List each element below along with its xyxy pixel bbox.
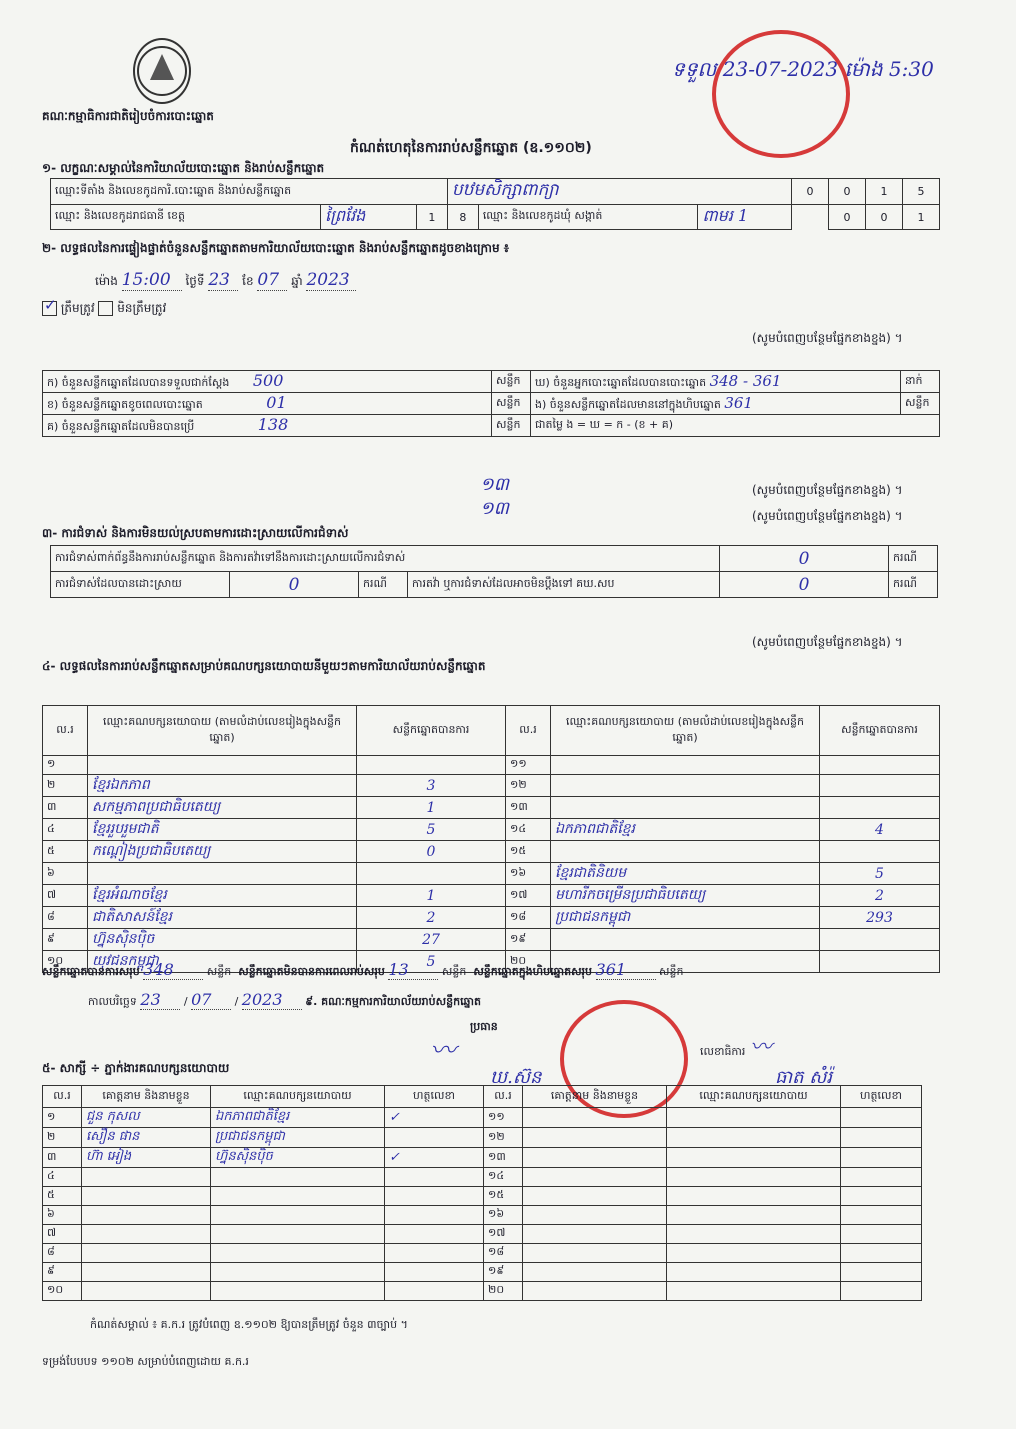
count-a xyxy=(43,371,492,393)
witness-col-sign: ហត្ថលេខា xyxy=(385,1086,484,1108)
location-code-3: 1 xyxy=(866,179,903,205)
witness-name xyxy=(82,1263,211,1282)
total-box-label: សន្លឹកឆ្នោតក្នុងហិបឆ្នោតសរុប xyxy=(473,965,593,978)
witness-name xyxy=(82,1282,211,1301)
table-row xyxy=(43,885,940,907)
table-row xyxy=(43,775,940,797)
count-b-unit: សន្លឹក xyxy=(492,393,531,415)
verify-time: 15:00 xyxy=(122,270,182,291)
witness-name xyxy=(523,1225,667,1244)
witness-sign xyxy=(385,1225,484,1244)
votes-col-votes: សន្លឹកឆ្នោតបានការ xyxy=(357,706,506,756)
totals-line xyxy=(42,960,940,981)
party-name xyxy=(88,756,357,775)
row-no: ៦ xyxy=(43,863,88,885)
row-no: ២០ xyxy=(484,1282,523,1301)
party-votes xyxy=(357,863,506,885)
count-e-label: ង) ចំនួនសន្លឹកឆ្នោតដែលមាននៅក្នុងហិបឆ្នោត xyxy=(535,397,721,411)
complaint-r1-label: ការជំទាស់ពាក់ព័ន្ធនឹងការរាប់សន្លឹកឆ្នោត និងការតវ៉ាទៅនឹងការដោះស្រាយលើការជំទាស់ xyxy=(51,546,720,572)
witness-name xyxy=(82,1168,211,1187)
table-row xyxy=(43,1225,922,1244)
verify-month: 07 xyxy=(257,270,287,291)
party-votes: 3 xyxy=(357,775,506,797)
check-yes-label: ត្រឹមត្រូវ xyxy=(60,301,95,315)
votes-col-party: ឈ្មោះគណបក្សនយោបាយ (តាមលំដាប់លេខរៀងក្នុងសន្លឹកឆ្នោត) xyxy=(88,706,357,756)
count-a-value: 500 xyxy=(252,371,284,390)
party-votes: 27 xyxy=(357,929,506,951)
table-row xyxy=(43,1148,922,1168)
table-row xyxy=(43,1128,922,1148)
chair-name: ឃ.ស៊ន xyxy=(490,1067,542,1088)
witness-table xyxy=(42,1085,922,1301)
received-note: ទទួល 23-07-2023 ម៉ោង 5:30 xyxy=(672,57,934,81)
row-no: ៩ xyxy=(43,929,88,951)
party-votes: 5 xyxy=(357,819,506,841)
party-name: ឯកភាពជាតិខ្មែរ xyxy=(551,819,820,841)
row-no: ១០ xyxy=(43,1282,82,1301)
chair-label: ប្រធាន xyxy=(470,1020,498,1033)
date-year: 2023 xyxy=(242,990,302,1010)
row-no: ១៩ xyxy=(506,929,551,951)
complaints-table xyxy=(50,545,938,598)
witness-party xyxy=(667,1108,841,1128)
witness-col-party-right: ឈ្មោះគណបក្សនយោបាយ xyxy=(667,1086,841,1108)
row-no: ១៥ xyxy=(484,1187,523,1206)
row-no: ៩ xyxy=(43,1263,82,1282)
witness-col-sign-right: ហត្ថលេខា xyxy=(841,1086,922,1108)
witness-name xyxy=(523,1263,667,1282)
total-valid-unit: សន្លឹក xyxy=(206,965,232,978)
row-no: ១៦ xyxy=(484,1206,523,1225)
location-code-1: 0 xyxy=(792,179,829,205)
witness-sign xyxy=(841,1244,922,1263)
section2-heading: ២- លទ្ធផលនៃការផ្ទៀងផ្ទាត់ចំនួនសន្លឹកឆ្នោតតាមការិយាល័យបោះឆ្នោត និងរាប់សន្លឹកឆ្នោតដូចខាងក្រោម ៖ xyxy=(42,241,510,255)
witness-party xyxy=(667,1128,841,1148)
row-no: ១៨ xyxy=(506,907,551,929)
witness-party xyxy=(211,1263,385,1282)
witness-name: សឿន ផាន xyxy=(82,1128,211,1148)
witness-sign xyxy=(841,1108,922,1128)
fill-note-4: (សូមបំពេញបន្ថែមផ្នែកខាងខ្នង) ។ xyxy=(752,635,903,649)
row-no: ១៧ xyxy=(506,885,551,907)
party-name xyxy=(88,863,357,885)
party-votes: 1 xyxy=(357,885,506,907)
count-e xyxy=(531,393,901,415)
total-box-unit: សន្លឹក xyxy=(659,965,684,978)
witness-sign xyxy=(385,1128,484,1148)
witness-name xyxy=(523,1128,667,1148)
party-votes xyxy=(820,756,940,775)
total-invalid: 13 xyxy=(388,960,438,980)
party-votes: 2 xyxy=(820,885,940,907)
party-name: មហារីកចម្រើនប្រជាធិបតេយ្យ xyxy=(551,885,820,907)
witness-col-no-right: ល.រ xyxy=(484,1086,523,1108)
count-c-value: 138 xyxy=(257,415,289,434)
commune-code-1: 0 xyxy=(829,205,866,230)
section1-heading: ១- លក្ខណៈសម្គាល់នៃការិយាល័យបោះឆ្នោត និងរាប់សន្លឹកឆ្នោត xyxy=(42,161,325,175)
witness-party xyxy=(667,1168,841,1187)
party-votes xyxy=(357,756,506,775)
verify-day: 23 xyxy=(208,270,238,291)
witness-party: ប្រជាជនកម្ពុជា xyxy=(211,1128,385,1148)
complaint-r3-unit: ករណី xyxy=(889,572,938,598)
row-no: ១៤ xyxy=(484,1168,523,1187)
witness-party: ហ្វ៊ុនស៊ិនប៉ិច xyxy=(211,1148,385,1168)
location-code-2: 0 xyxy=(829,179,866,205)
row-no: ៤ xyxy=(43,1168,82,1187)
count-b-value: 01 xyxy=(266,393,287,412)
witness-party xyxy=(211,1206,385,1225)
row-no: ៣ xyxy=(43,797,88,819)
witness-party xyxy=(667,1244,841,1263)
witness-col-name: គោត្តនាម និងនាមខ្លួន xyxy=(82,1086,211,1108)
row-no: ១៨ xyxy=(484,1244,523,1263)
footer-note: កំណត់សម្គាល់ ៖ គ.ក.រ ត្រូវបំពេញ ឧ.១១០២ ឱ្យបានត្រឹមត្រូវ ចំនួន ៣ច្បាប់ ។ xyxy=(90,1318,408,1331)
discrepancy-note-2: ១៣ xyxy=(480,498,510,519)
row-no: ១៣ xyxy=(484,1148,523,1168)
witness-sign xyxy=(385,1263,484,1282)
date-label: កាលបរិច្ឆេទ xyxy=(88,995,137,1008)
complaint-r2-value: 0 xyxy=(230,572,359,598)
witness-party xyxy=(211,1168,385,1187)
witness-party xyxy=(211,1282,385,1301)
row-no: ៤ xyxy=(43,819,88,841)
count-d xyxy=(531,371,901,393)
witness-name: ជួន កុសល xyxy=(82,1108,211,1128)
witness-name xyxy=(82,1206,211,1225)
witness-name xyxy=(82,1244,211,1263)
row-no: ៧ xyxy=(43,1225,82,1244)
witness-party xyxy=(211,1244,385,1263)
witness-party xyxy=(667,1148,841,1168)
complaint-r3-label: ការតវ៉ា ឬការជំទាស់ដែលអាចមិនប្តឹងទៅ គឃ.សប xyxy=(408,572,720,598)
witness-name xyxy=(523,1244,667,1263)
party-votes: 5 xyxy=(357,951,506,973)
row-no: ២ xyxy=(43,775,88,797)
witness-sign: ✓ xyxy=(385,1148,484,1168)
witness-party xyxy=(667,1187,841,1206)
witness-col-name-right: គោត្តនាម និងនាមខ្លួន xyxy=(523,1086,667,1108)
party-name: ខ្មែររួបរួមជាតិ xyxy=(88,819,357,841)
table-row xyxy=(43,1206,922,1225)
witness-party xyxy=(211,1187,385,1206)
row-no: ២០ xyxy=(506,951,551,973)
row-no: ២ xyxy=(43,1128,82,1148)
check-no-box[interactable] xyxy=(98,301,113,316)
table-row xyxy=(43,1108,922,1128)
witness-sign xyxy=(385,1168,484,1187)
date-day: 23 xyxy=(140,990,180,1010)
location-label: ឈ្មោះទីតាំង និងលេខកូដការិ.បោះឆ្នោត និងរាប់សន្លឹកឆ្នោត xyxy=(51,179,448,205)
check-yes-box[interactable] xyxy=(42,301,57,316)
witness-name xyxy=(523,1148,667,1168)
witness-sign xyxy=(841,1282,922,1301)
party-name xyxy=(551,756,820,775)
witness-sign xyxy=(841,1187,922,1206)
section5-heading: ៥- សាក្សី ÷ ភ្នាក់ងារគណបក្សនយោបាយ xyxy=(42,1061,230,1075)
party-votes xyxy=(820,841,940,863)
party-name: ខ្មែរជាតិនិយម xyxy=(551,863,820,885)
count-e-unit: សន្លឹក xyxy=(901,393,940,415)
table-row xyxy=(43,863,940,885)
votes-col-votes-right: សន្លឹកឆ្នោតបានការ xyxy=(820,706,940,756)
authority-name: គណៈកម្មាធិការជាតិរៀបចំការបោះឆ្នោត xyxy=(42,109,214,123)
witness-name xyxy=(82,1225,211,1244)
party-name xyxy=(551,797,820,819)
witness-name xyxy=(523,1187,667,1206)
row-no: ១១ xyxy=(484,1108,523,1128)
count-b xyxy=(43,393,492,415)
party-name: កណ្តៀងប្រជាធិបតេយ្យ xyxy=(88,841,357,863)
witness-name xyxy=(523,1108,667,1128)
votes-col-no-right: ល.រ xyxy=(506,706,551,756)
row-no: ១៦ xyxy=(506,863,551,885)
row-no: ១៧ xyxy=(484,1225,523,1244)
party-votes xyxy=(820,929,940,951)
commune-code-3: 1 xyxy=(903,205,940,230)
witness-sign xyxy=(841,1225,922,1244)
count-c-unit: សន្លឹក xyxy=(492,415,531,437)
party-votes: 4 xyxy=(820,819,940,841)
count-b-label: ខ) ចំនួនសន្លឹកឆ្នោតខូចពេលបោះឆ្នោត xyxy=(47,398,203,411)
row-no: ៧ xyxy=(43,885,88,907)
count-d-unit: នាក់ xyxy=(901,371,940,393)
complaint-r1-value: 0 xyxy=(720,546,889,572)
stamp-top xyxy=(712,30,850,158)
date-line: កាលបរិច្ឆេទ 23 / 07 / 2023 ៩. គណៈកម្មការការិយាល័យរាប់សន្លឹកឆ្នោត xyxy=(88,990,482,1009)
witness-sign xyxy=(385,1244,484,1263)
total-invalid-unit: សន្លឹក xyxy=(441,965,467,978)
fill-note-2: (សូមបំពេញបន្ថែមផ្នែកខាងខ្នង) ។ xyxy=(752,483,903,497)
check-no-label: មិនត្រឹមត្រូវ xyxy=(117,301,167,315)
party-votes: 1 xyxy=(357,797,506,819)
complaint-r2-label: ការជំទាស់ដែលបានដោះស្រាយ xyxy=(51,572,230,598)
party-name xyxy=(551,775,820,797)
count-d-label: ឃ) ចំនួនអ្នកបោះឆ្នោតដែលបានបោះឆ្នោត xyxy=(535,375,707,389)
witness-sign xyxy=(385,1187,484,1206)
count-d-value: 348 - 361 xyxy=(709,371,782,390)
row-no: ១២ xyxy=(484,1128,523,1148)
party-name: ហ្វ៊ុនស៊ិនប៉ិច xyxy=(88,929,357,951)
witness-party xyxy=(667,1282,841,1301)
witness-party xyxy=(667,1225,841,1244)
party-name xyxy=(551,929,820,951)
party-name: សកម្មភាពប្រជាធិបតេយ្យ xyxy=(88,797,357,819)
table-row xyxy=(43,929,940,951)
complaint-r1-unit: ករណី xyxy=(889,546,938,572)
party-votes xyxy=(820,775,940,797)
complaint-r3-value: 0 xyxy=(720,572,889,598)
row-no: ១១ xyxy=(506,756,551,775)
table-row xyxy=(43,1263,922,1282)
party-votes: 5 xyxy=(820,863,940,885)
party-votes: 2 xyxy=(357,907,506,929)
witness-sign xyxy=(841,1206,922,1225)
table-row xyxy=(43,819,940,841)
count-e-value: 361 xyxy=(724,393,753,412)
secretary-label: លេខាធិការ xyxy=(700,1045,746,1058)
row-no: ៨ xyxy=(43,1244,82,1263)
table-row xyxy=(43,756,940,775)
witness-name xyxy=(523,1206,667,1225)
party-name: យុវជនកម្ពុជា xyxy=(88,951,357,973)
party-name: ប្រជាជនកម្ពុជា xyxy=(551,907,820,929)
commune-name: ពាមរ 1 xyxy=(698,205,792,230)
date-month: 07 xyxy=(191,990,231,1010)
row-no: ១០ xyxy=(43,951,88,973)
row-no: ១ xyxy=(43,1108,82,1128)
ballot-counts-table xyxy=(42,370,940,437)
table-row xyxy=(43,841,940,863)
table-row xyxy=(43,1244,922,1263)
witness-name: ហ៊ា អៀង xyxy=(82,1148,211,1168)
witness-sign: ✓ xyxy=(385,1108,484,1128)
row-no: ៥ xyxy=(43,841,88,863)
witness-name xyxy=(82,1187,211,1206)
party-name xyxy=(551,841,820,863)
party-votes: 293 xyxy=(820,907,940,929)
votes-col-party-right: ឈ្មោះគណបក្សនយោបាយ (តាមលំដាប់លេខរៀងក្នុងសន្លឹកឆ្នោត) xyxy=(551,706,820,756)
witness-col-party: ឈ្មោះគណបក្សនយោបាយ xyxy=(211,1086,385,1108)
party-votes: 0 xyxy=(357,841,506,863)
witness-col-no: ល.រ xyxy=(43,1086,82,1108)
table-row xyxy=(43,1282,922,1301)
verify-year: 2023 xyxy=(306,270,356,291)
witness-sign xyxy=(841,1148,922,1168)
witness-sign xyxy=(841,1263,922,1282)
party-name: ជាតិសាសន៍ខ្មែរ xyxy=(88,907,357,929)
section1-table xyxy=(50,178,940,230)
votes-col-no: ល.រ xyxy=(43,706,88,756)
committee-label: ៩. គណៈកម្មការការិយាល័យរាប់សន្លឹកឆ្នោត xyxy=(305,995,482,1008)
row-no: ៨ xyxy=(43,907,88,929)
chair-signature: 〰 xyxy=(430,1036,457,1066)
total-valid: 348 xyxy=(143,960,203,980)
count-a-unit: សន្លឹក xyxy=(492,371,531,393)
row-no: ៣ xyxy=(43,1148,82,1168)
count-c xyxy=(43,415,492,437)
witness-sign xyxy=(841,1128,922,1148)
party-name: ខ្មែរអំណាចខ្មែរ xyxy=(88,885,357,907)
province-code-1: 1 xyxy=(416,205,447,230)
secretary-signature: 〰 xyxy=(750,1035,773,1060)
count-formula: ជាតម្លៃ ង = ឃ = ក - (ខ + គ) xyxy=(531,415,940,437)
witness-sign xyxy=(385,1282,484,1301)
fill-note-3: (សូមបំពេញបន្ថែមផ្នែកខាងខ្នង) ។ xyxy=(752,509,903,523)
location-code-4: 5 xyxy=(903,179,940,205)
province-label: ឈ្មោះ និងលេខកូដរាជធានី ខេត្ត xyxy=(51,205,321,230)
count-a-label: ក) ចំនួនសន្លឹកឆ្នោតដែលបានទទួលជាក់ស្តែង xyxy=(47,376,230,389)
discrepancy-note-1: ១៣ xyxy=(480,474,510,495)
row-no: ៥ xyxy=(43,1187,82,1206)
party-votes-table xyxy=(42,705,940,973)
row-no: ១៥ xyxy=(506,841,551,863)
table-row xyxy=(43,907,940,929)
verify-time-line: ម៉ោង 15:00 ថ្ងៃទី 23 ខែ 07 ឆ្នាំ 2023 xyxy=(95,270,356,291)
commune-code-2: 0 xyxy=(866,205,903,230)
page-title: កំណត់ហេតុនៃការរាប់សន្លឹកឆ្នោត (ឧ.១១០២) xyxy=(350,140,592,156)
complaint-r2-unit: ករណី xyxy=(359,572,408,598)
table-row xyxy=(43,1168,922,1187)
party-votes xyxy=(820,797,940,819)
secretary-name: ធាត សំរ៉ xyxy=(775,1067,833,1088)
row-no: ១ xyxy=(43,756,88,775)
witness-sign xyxy=(385,1206,484,1225)
witness-party: ឯកភាពជាតិខ្មែរ xyxy=(211,1108,385,1128)
witness-sign xyxy=(841,1168,922,1187)
witness-name xyxy=(523,1168,667,1187)
province-name: ព្រៃវែង xyxy=(321,205,417,230)
row-no: ១២ xyxy=(506,775,551,797)
location-name: បឋមសិក្សាពាក្យា xyxy=(447,179,791,205)
footer-form-note: ទម្រង់បែបបទ ១១០២ សម្រាប់បំពេញដោយ គ.ក.រ xyxy=(42,1355,249,1368)
witness-party xyxy=(667,1263,841,1282)
witness-name xyxy=(523,1282,667,1301)
total-invalid-label: សន្លឹកឆ្នោតមិនបានការពេលរាប់សរុប xyxy=(238,965,385,978)
total-valid-label: សន្លឹកឆ្នោតបានការសរុប xyxy=(42,965,140,978)
section3-heading: ៣- ការជំទាស់ និងការមិនយល់ស្របតាមការដោះស្រាយលើការជំទាស់ xyxy=(42,526,349,540)
row-no: ១៩ xyxy=(484,1263,523,1282)
section4-heading: ៤- លទ្ធផលនៃការរាប់សន្លឹកឆ្នោតសម្រាប់គណបក្សនយោបាយនីមួយៗតាមការិយាល័យរាប់សន្លឹកឆ្នោត xyxy=(42,659,486,673)
count-c-label: គ) ចំនួនសន្លឹកឆ្នោតដែលមិនបានប្រើ xyxy=(47,420,195,433)
row-no: ៦ xyxy=(43,1206,82,1225)
table-row xyxy=(43,1187,922,1206)
fill-note-1: (សូមបំពេញបន្ថែមផ្នែកខាងខ្នង) ។ xyxy=(752,331,903,345)
witness-party xyxy=(211,1225,385,1244)
province-code-2: 8 xyxy=(447,205,478,230)
party-name: ខ្មែរឯកភាព xyxy=(88,775,357,797)
nec-logo xyxy=(133,38,191,104)
total-box: 361 xyxy=(596,960,656,980)
witness-party xyxy=(667,1206,841,1225)
row-no: ១៣ xyxy=(506,797,551,819)
check-line xyxy=(42,300,166,318)
table-row xyxy=(43,797,940,819)
commune-label: ឈ្មោះ និងលេខកូដឃុំ សង្កាត់ xyxy=(478,205,698,230)
row-no: ១៤ xyxy=(506,819,551,841)
